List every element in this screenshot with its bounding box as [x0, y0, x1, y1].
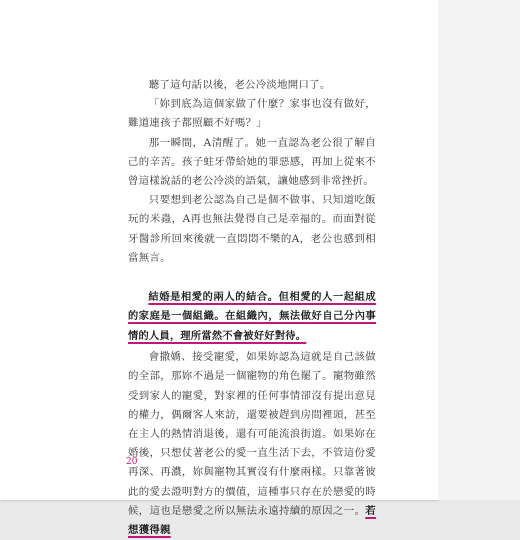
paragraph-2: 「妳到底為這個家做了什麼？家事也沒有做好，難道連孩子都照顧不好嗎？」 [128, 98, 376, 130]
paragraph-1: 聽了這句話以後，老公冷淡地開口了。 [148, 79, 331, 91]
paragraph-4: 只要想到老公認為自己是個不做事、只知道吃飯玩的米蟲，A再也無法覺得自己是幸福的。而面對從牙醫診所回來後就一直悶悶不樂的A，老公也感到相當無言。 [128, 194, 376, 264]
section-spacer [128, 268, 376, 288]
paragraph-5-text: 會撒嬌、接受寵愛，如果妳認為這就是自己該做的全部，那妳不過是一個寵物的角色罷了。寵物雖然受到家人的寵愛，對家裡的任何事情卻沒有提出意見的權力，偶爾客人來訪，還要被趕到房間裡頭，甚至在主人的熱情消退後，還有可能流浪街道。如果妳在婚後，只想仗著老公的愛一直生活下去，不管這份愛再深、再濃，妳與寵物其實沒有什麼兩樣。只靠著彼此的愛去證明對方的價值，這種事只存在於戀愛的時候，這也是戀愛之所以無法永遠持續的原因之一。 [128, 351, 376, 517]
paragraph-3: 那一瞬間，A清醒了。她一直認為老公很了解自己的辛苦。孩子蛀牙帶給她的罪惡感，再加上從來不曾這樣說話的老公冷淡的語氣，讓她感到非常挫折。 [128, 136, 376, 188]
highlighted-quote [128, 288, 376, 346]
paragraph-5 [128, 348, 376, 540]
body-text [128, 76, 376, 540]
trailing-emphasis: 若想獲得親 [128, 504, 376, 537]
viewer-gutter [438, 0, 520, 500]
highlighted-quote-text: 結婚是相愛的兩人的結合。但相愛的人一起組成的家庭是一個組織。在組織內，無法做好自己分內事情的人員，理所當然不會被好好對待。 [128, 292, 376, 342]
page-number: 20 [126, 457, 138, 467]
